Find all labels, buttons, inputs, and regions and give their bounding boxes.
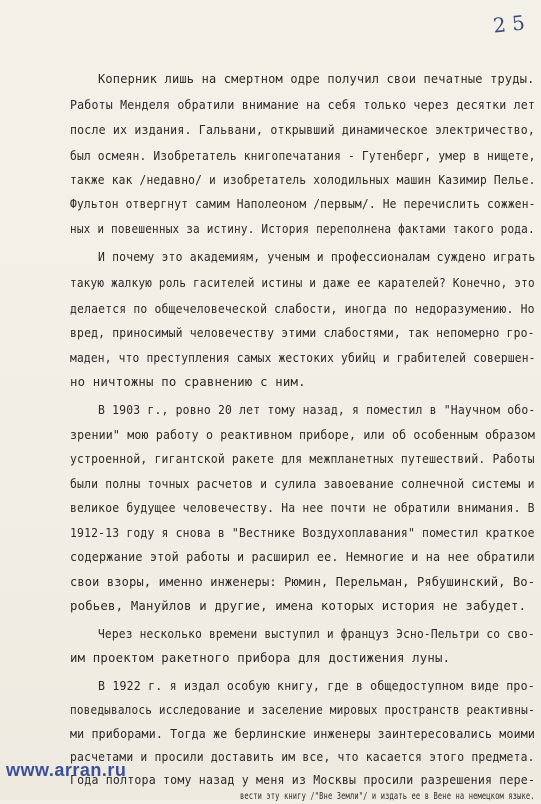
text-line: вести эту книгу /"Вне Земли"/ и издать ее в Вене на немецком языке. [240,791,535,802]
text-line: содержание этой работы и расширил ее. Немногие и на нее обратили [70,550,535,564]
text-line: но ничтожны по сравнению с ним. [70,375,306,389]
text-line: Работы Менделя обратили внимание на себя только через десятки лет [70,98,536,112]
text-line: делается по общечеловеческой слабости, иногда по недоразумению. Но [70,302,535,316]
text-line: такую жалкую роль гасителей истины и даже ее карателей? Конечно, это [70,276,535,290]
text-line: также как /недавно/ и изобретатель холодильных машин Казимир Пелье. [70,173,536,187]
text-line: были полны точных расчетов и сулила завоевание солнечной системы и [70,477,535,491]
text-line: Фультон отвергнут самим Наполеоном /первым/. Не перечислить сожжен- [70,197,536,211]
text-line: робьев, Мануйлов и другие, имена которых история не забудет. [70,599,527,613]
text-line: В 1922 г. я издал особую книгу, где в общедоступном виде про- [98,679,535,693]
text-line: после их издания. Гальвани, открывший динамическое электричество, [70,123,536,137]
text-line: Через несколько времени выступил и француз Эсно-Пельтри со сво- [98,627,535,641]
text-line: маден, что преступления самых жестоких убийц и грабителей совершен- [70,351,536,365]
text-line: великое будущее человечеству. На нее почти не обратили внимания. В [70,501,535,515]
text-line: 1912-13 году я снова в "Вестнике Воздухоплавания" поместил краткое [70,526,535,540]
text-line: И почему это академиям, ученым и профессионалам суждено играть [98,250,536,264]
text-line: зрении" мою работу о реактивном приборе, или об особенным образом [70,428,536,442]
text-line: устроенной, гигантской ракете для межпланетных путешествий. Работы [70,452,535,466]
text-line: ных и повешенных за истину. История переполнена фактами такого рода. [70,222,535,236]
text-line: вред, приносимый человечеству этими слабостями, так непомерно гро- [70,326,535,340]
text-line: расчетами и просили доставить им все, что касается этого предмета. [70,750,535,764]
text-line: был осмеян. Изобретатель книгопечатания - Гутенберг, умер в нищете, [70,149,536,163]
site-watermark: www.arran.ru [6,760,127,780]
text-line: им проектом ракетного прибора для достижения луны. [70,651,451,665]
text-line: В 1903 г., ровно 20 лет тому назад, я поместил в "Научном обо- [98,403,536,417]
text-line: ми приборами. Тогда же берлинские инженеры заинтересовались моими [70,727,536,741]
handwritten-page-number: 2 5 [492,10,527,38]
text-line: свои взоры, именно инженеры: Рюмин, Перельман, Рябушинский, Во- [70,575,536,589]
text-line: Года полтора тому назад у меня из Москвы просили разрешения пере- [70,773,536,787]
text-line: Коперник лишь на смертном одре получил свои печатные труды. [98,72,535,86]
text-line: поведывалось исследование и заселение мировых пространств реактивны- [70,703,535,717]
